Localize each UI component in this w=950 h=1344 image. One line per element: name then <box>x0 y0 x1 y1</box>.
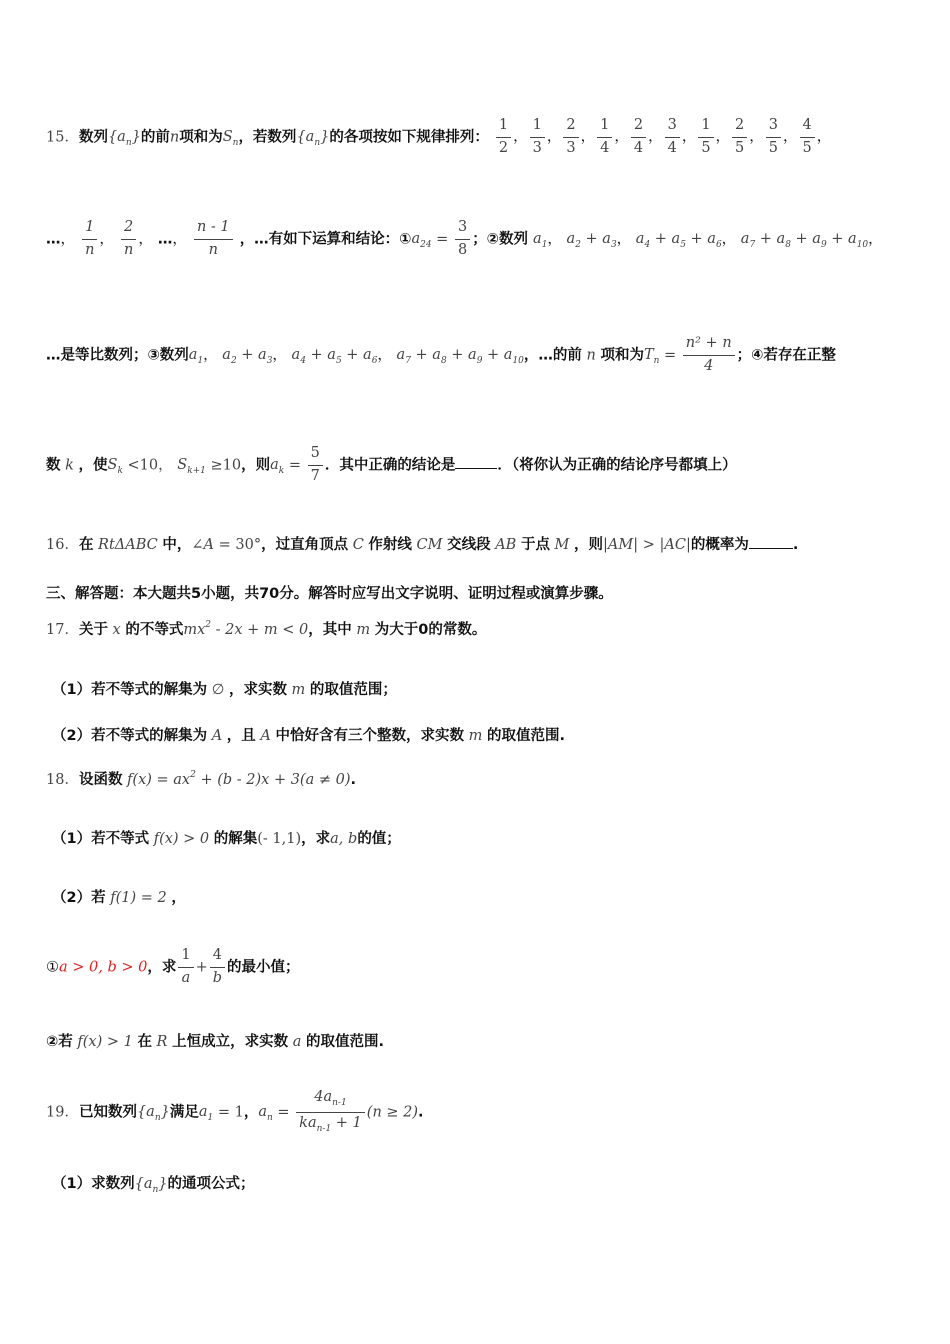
answer-blank[interactable] <box>455 456 497 469</box>
answer-blank[interactable] <box>749 536 793 549</box>
q17-part-1: （1）若不等式的解集为 ∅ ，求实数 m 的取值范围； <box>52 682 397 698</box>
fraction: $\frac{3}{5}$ <box>766 118 781 157</box>
q18-line: 18．设函数 $f(x) = ax^2 + (b - 2)x + 3(a \ne 0)$. <box>46 770 357 788</box>
q19-line: 19．已知数列$\{a_n\}$满足$a_1 = 1$，$a_n$ = $\frac{4a_{n-1}}{ka_{n-1} + 1}$ (n ≥ 2). <box>46 1089 424 1134</box>
q17-line: 17．关于 x 的不等式$mx^2 - 2x + m < 0$，其中 m 为大于0的常数。 <box>46 620 487 638</box>
q18-part-2: （2）若 f(1) = 2 ， <box>52 890 186 906</box>
q15-line-4: 数 k ，使$S_k <10$， $S_{k+1} \ge 10$，则$a_k$ = $\frac{5}{7}$ ．其中正确的结论是 ．（将你认为正确的结论序号都填上） <box>46 445 737 484</box>
q18-sub-2: ②若 f(x) > 1 在 R 上恒成立，求实数 a 的取值范围. <box>46 1034 384 1050</box>
q18-sub-1: ①a > 0, b > 0，求 $\frac{1}{a}$ + $\frac{4}{b}$ 的最小值； <box>46 947 300 986</box>
fraction: $\frac{1}{4}$ <box>597 118 612 157</box>
seq-a-n: $\{a_n\}$ <box>107 129 141 149</box>
fraction: $\frac{n - 1}{n}$ <box>194 220 233 259</box>
fraction: $\frac{2}{n}$ <box>121 220 136 259</box>
fraction: $\frac{1}{n}$ <box>82 220 97 259</box>
q15-line-3: …是等比数列；③数列$a_1$， $a_2 + a_3$， $a_4 + a_5 + a_6$， $a_7 + a_8 + a_9 + a_{10}$，…的前 n 项和为$T_n$ = $\frac{\text{n² + n}}{4}$ ；④若存在正整 <box>46 335 836 374</box>
q15-line-2: …， $\frac{1}{n}$ ， $\frac{2}{n}$ ， …， $\frac{n - 1}{n}$ ，…有如下运算和结论：$①a_{24}$ = $\frac{3}{8}$ ；②数列 $a_1$， $a_2 + a_3$， $a_4 + a_5 + a_6$， $a_7 + a_8 + a_9 + a_{10}$， <box>46 219 883 258</box>
fraction: $\frac{3}{8}$ <box>455 220 470 259</box>
fraction: $\frac{2}{5}$ <box>732 118 747 157</box>
fraction: $\frac{3}{4}$ <box>665 118 680 157</box>
fraction: $\frac{4}{5}$ <box>800 118 815 157</box>
q16-line: 16．在 RtΔABC 中，∠A = 30°，过直角顶点 C 作射线 CM 交线段 AB 于点 M ，则|AM| > |AC|的概率为 . <box>46 537 799 553</box>
q15-line-1: 15．数列$\{a_n\}$的前n项和为$S_n$，若数列$\{a_n\}$的各项按如下规律排列： $\frac{1}{2}$ ， $\frac{1}{3}$ ， $\frac{2}{3}$ ， $\frac{1}{4}$ ， $\frac{2}{4}$ ， $\frac{3}{4}$ ， $\frac{1}{5}$ ， $\frac{2}{5}$ ， $\frac{3}{5}$ ， $\frac{4}{5}$ ， <box>46 117 832 156</box>
fraction: $\frac{2}{4}$ <box>631 118 646 157</box>
fraction: $\frac{1}{2}$ <box>496 118 511 157</box>
q18-part-1: （1）若不等式 f(x) > 0 的解集(- 1,1)，求a, b的值； <box>52 831 401 847</box>
section-header: 三、解答题：本大题共5小题，共70分。解答时应写出文字说明、证明过程或演算步骤。 <box>46 586 613 602</box>
fraction: $\frac{2}{3}$ <box>563 118 578 157</box>
fraction: $\frac{5}{7}$ <box>308 446 323 485</box>
fraction: $\frac{1}{3}$ <box>530 118 545 157</box>
q17-part-2: （2）若不等式的解集为 A ，且 A 中恰好含有三个整数，求实数 m 的取值范围. <box>52 728 565 744</box>
fraction-sequence: $\frac{1}{2}$ ， $\frac{1}{3}$ ， $\frac{2}{3}$ ， $\frac{1}{4}$ ， $\frac{2}{4}$ ， $\frac{3}{4}$ ， $\frac{1}{5}$ ， $\frac{2}{5}$ ， $\frac{3}{5}$ ， $\frac{4}{5}$ ， <box>494 129 831 145</box>
q19-part-1: （1）求数列$\{a_n\}$的通项公式； <box>52 1176 255 1195</box>
fraction: $\frac{\text{n² + n}}{4}$ <box>683 336 735 375</box>
fraction: $\frac{1}{5}$ <box>698 118 713 157</box>
